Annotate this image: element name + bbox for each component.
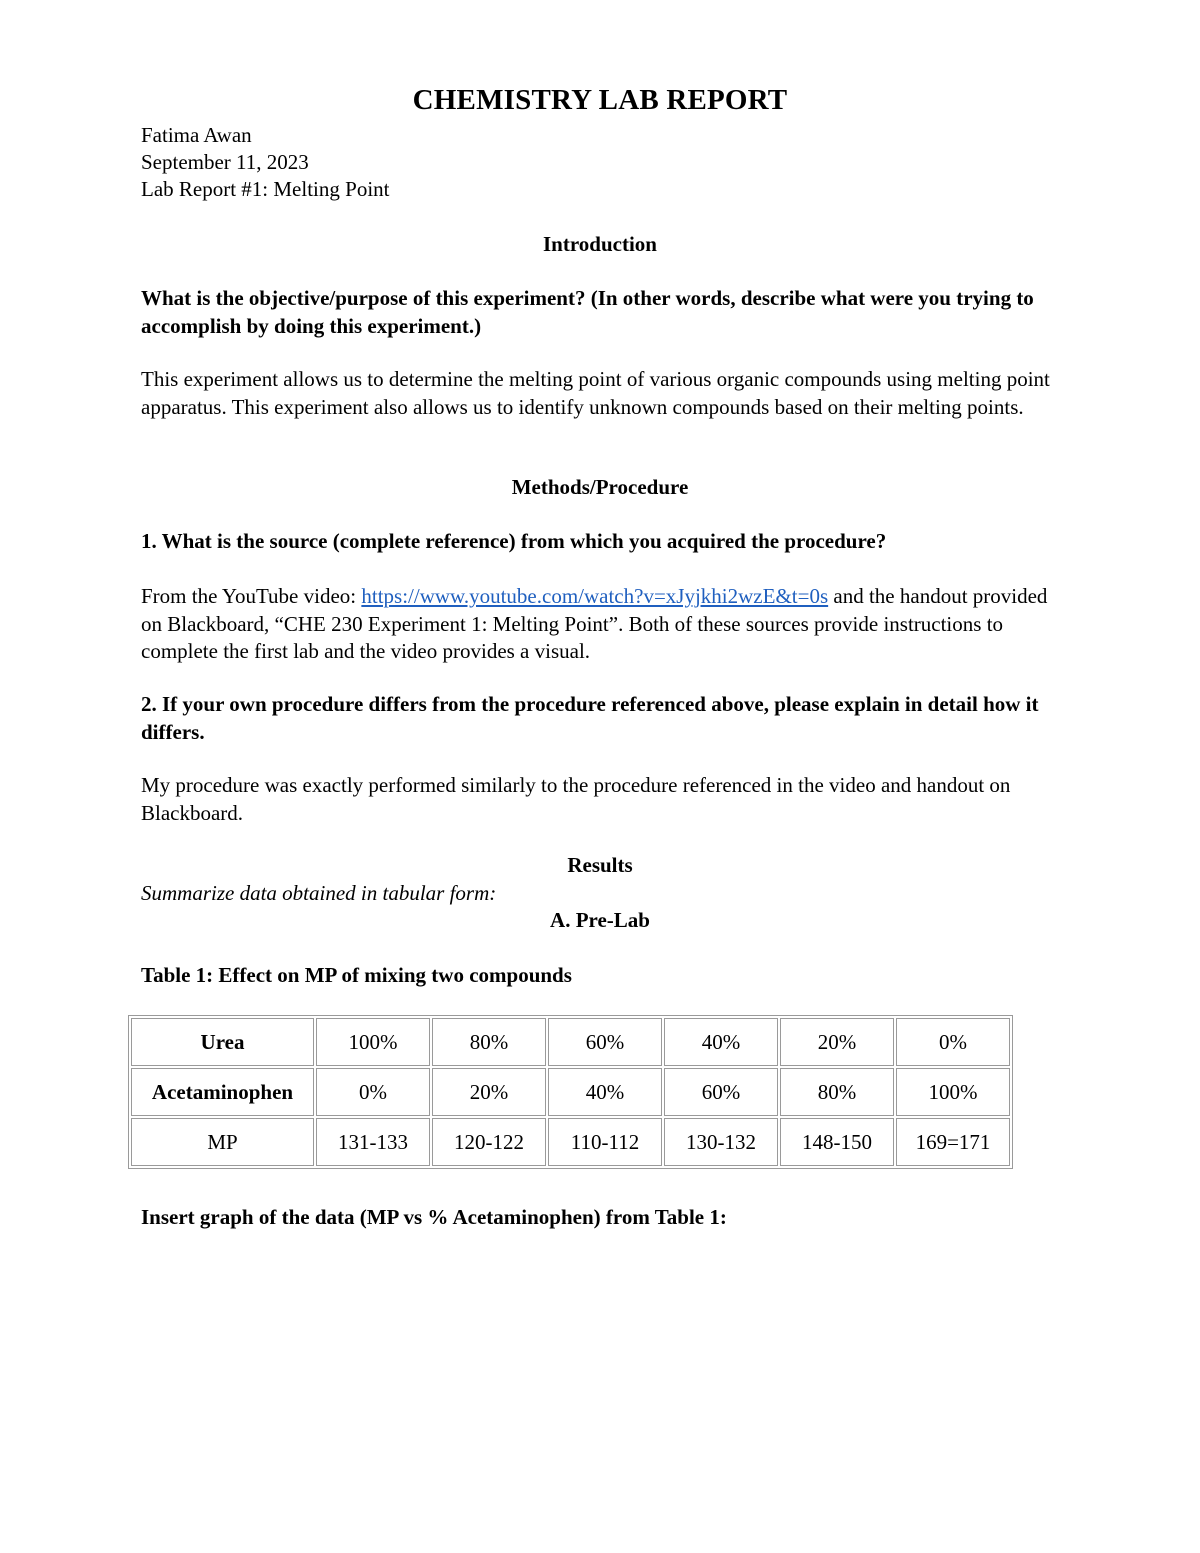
- graph-prompt: Insert graph of the data (MP vs % Acetaminophen) from Table 1:: [141, 1205, 727, 1229]
- table-cell: 148-150: [780, 1118, 894, 1166]
- table-cell: 80%: [432, 1018, 546, 1066]
- table-cell: 169=171: [896, 1118, 1010, 1166]
- table-cell: 0%: [316, 1068, 430, 1116]
- results-table: [128, 1015, 1013, 1169]
- row-label-urea: Urea: [131, 1018, 314, 1066]
- report-date: September 11, 2023: [141, 150, 309, 174]
- source-answer-prefix: From the YouTube video:: [141, 584, 362, 608]
- table-cell: 110-112: [548, 1118, 662, 1166]
- objective-answer: This experiment allows us to determine the melting point of various organic compounds using melting point apparatus. This experiment also allows us to identify unknown compounds based on their melting points.: [141, 367, 1050, 419]
- document-title: CHEMISTRY LAB REPORT: [412, 84, 788, 116]
- table-cell: 100%: [896, 1068, 1010, 1116]
- table-caption: Table 1: Effect on MP of mixing two compounds: [141, 963, 572, 987]
- table-cell: 40%: [548, 1068, 662, 1116]
- table-cell: 40%: [664, 1018, 778, 1066]
- source-question: 1. What is the source (complete reference) from which you acquired the procedure?: [141, 529, 887, 553]
- table-row-mp: [131, 1118, 1010, 1166]
- prelab-subheading: A. Pre-Lab: [550, 908, 650, 932]
- objective-question: What is the objective/purpose of this experiment? (In other words, describe what were you trying to accomplish by doing this experiment.): [141, 286, 1034, 338]
- source-answer: [141, 583, 1051, 666]
- table-cell: 60%: [548, 1018, 662, 1066]
- summary-prompt: Summarize data obtained in tabular form:: [141, 881, 497, 905]
- table-cell: 100%: [316, 1018, 430, 1066]
- table-row-acetaminophen: [131, 1068, 1010, 1116]
- table-cell: 0%: [896, 1018, 1010, 1066]
- youtube-link[interactable]: https://www.youtube.com/watch?v=xJyjkhi2wzE&t=0s: [361, 584, 829, 608]
- author-name: Fatima Awan: [141, 123, 252, 147]
- table-cell: 20%: [432, 1068, 546, 1116]
- row-label-mp: MP: [131, 1118, 314, 1166]
- table-cell: 20%: [780, 1018, 894, 1066]
- results-heading: Results: [567, 853, 633, 877]
- procedure-difference-answer: My procedure was exactly performed similarly to the procedure referenced in the video and handout on Blackboard.: [141, 773, 1011, 825]
- methods-heading: Methods/Procedure: [511, 475, 689, 499]
- table-cell: 130-132: [664, 1118, 778, 1166]
- table-cell: 120-122: [432, 1118, 546, 1166]
- table-row-urea: [131, 1018, 1010, 1066]
- report-label: Lab Report #1: Melting Point: [141, 177, 390, 201]
- introduction-heading: Introduction: [543, 232, 657, 256]
- table-cell: 131-133: [316, 1118, 430, 1166]
- source-answer-suffix: and the handout provided on Blackboard, “CHE 230 Experiment 1: Melting Point”. Both of these sources provide instructions to complete the first lab and the video provides a visual.: [141, 584, 1048, 663]
- table-cell: 80%: [780, 1068, 894, 1116]
- procedure-difference-question: 2. If your own procedure differs from the procedure referenced above, please explain in detail how it differs.: [141, 692, 1039, 744]
- row-label-acetaminophen: Acetaminophen: [131, 1068, 314, 1116]
- table-cell: 60%: [664, 1068, 778, 1116]
